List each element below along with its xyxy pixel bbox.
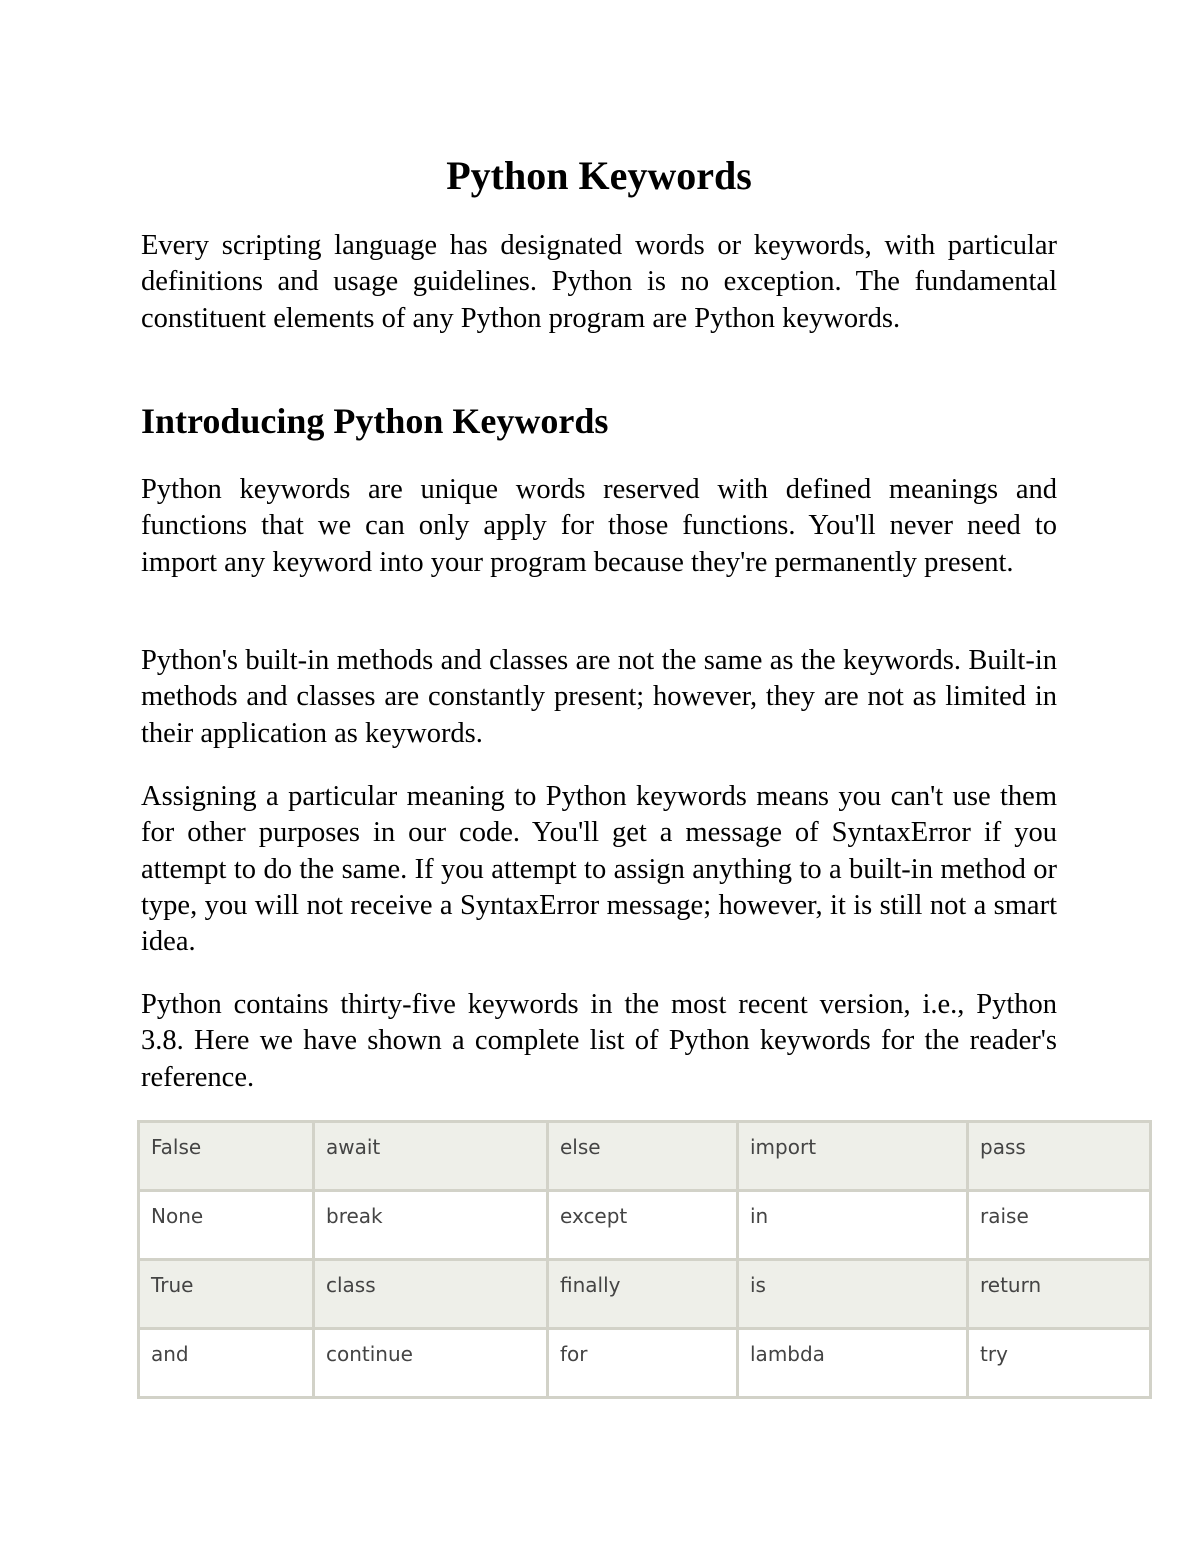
table-cell: is: [738, 1260, 968, 1329]
table-cell: True: [139, 1260, 314, 1329]
table-cell: import: [738, 1122, 968, 1191]
paragraph-syntax-error: Assigning a particular meaning to Python keywords means you can't use them for other purposes in our code. You'll get a message of SyntaxError if you attempt to do the same. If you attempt to assign anything to a built-in method or type, you will not receive a SyntaxError message; however, it is still not a smart idea.: [141, 781, 1057, 958]
table-cell: class: [314, 1260, 548, 1329]
paragraph-keyword-count: Python contains thirty-five keywords in the most recent version, i.e., Python 3.8. Here we have shown a complete list of Python keywords for the reader's reference.: [141, 989, 1057, 1093]
section-heading: Introducing Python Keywords: [141, 401, 609, 441]
table-cell: else: [548, 1122, 738, 1191]
paragraph-keywords-definition: Python keywords are unique words reserved with defined meanings and functions that we can only apply for those functions. You'll never need to import any keyword into your program because they're permanently present.: [141, 474, 1057, 578]
table-row: [139, 1329, 1151, 1398]
table-cell: None: [139, 1191, 314, 1260]
table-row: [139, 1191, 1151, 1260]
table-row: [139, 1260, 1151, 1329]
table-cell: for: [548, 1329, 738, 1398]
keywords-table: [137, 1120, 1152, 1399]
table-cell: finally: [548, 1260, 738, 1329]
table-cell: return: [968, 1260, 1151, 1329]
table-row: [139, 1122, 1151, 1191]
table-cell: break: [314, 1191, 548, 1260]
table-cell: pass: [968, 1122, 1151, 1191]
table-cell: try: [968, 1329, 1151, 1398]
intro-paragraph: Every scripting language has designated words or keywords, with particular definitions and usage guidelines. Python is no exception. The fundamental constituent elements of any Python program are Python keywords.: [141, 230, 1057, 334]
table-cell: continue: [314, 1329, 548, 1398]
paragraph-builtin-methods: Python's built-in methods and classes are not the same as the keywords. Built-in methods and classes are constantly present; however, they are not as limited in their application as keywords.: [141, 645, 1057, 749]
table-cell: and: [139, 1329, 314, 1398]
table-cell: raise: [968, 1191, 1151, 1260]
table-cell: in: [738, 1191, 968, 1260]
table-cell: lambda: [738, 1329, 968, 1398]
table-cell: await: [314, 1122, 548, 1191]
page-title: Python Keywords: [446, 153, 752, 198]
table-cell: except: [548, 1191, 738, 1260]
table-cell: False: [139, 1122, 314, 1191]
